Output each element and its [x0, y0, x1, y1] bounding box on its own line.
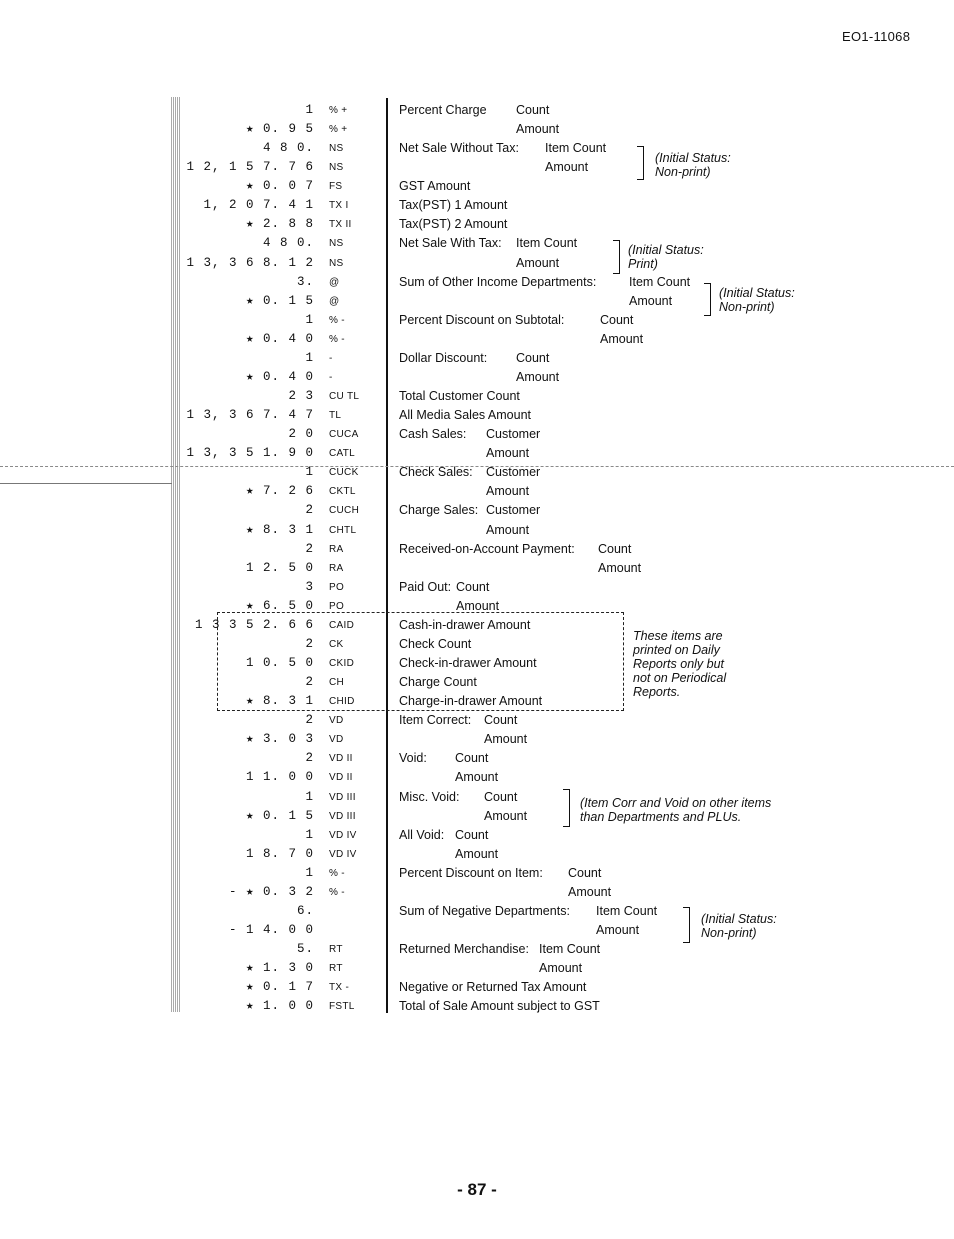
report-value: 1 2, 1 5 7. 7 6: [186, 160, 314, 175]
report-value: 1 3, 3 6 8. 1 2: [186, 255, 314, 270]
report-row: [0, 349, 954, 368]
report-row: [0, 482, 954, 501]
report-symbol: CUCA: [329, 429, 359, 441]
report-row: [0, 273, 954, 292]
report-description: Check Sales:: [399, 465, 473, 480]
report-description: Misc. Void:: [399, 789, 460, 804]
report-value: 4 8 0.: [262, 236, 314, 251]
report-subitem: Amount: [545, 160, 589, 175]
report-row: [0, 292, 954, 311]
report-subitem: Count: [516, 103, 550, 117]
report-symbol: % -: [329, 333, 345, 345]
report-symbol: CUCK: [329, 467, 359, 479]
report-value: ★ 8. 3 1: [245, 522, 314, 537]
report-value: 1: [305, 465, 314, 480]
report-value: ★ 6. 5 0: [245, 598, 314, 613]
report-row: [0, 521, 954, 540]
report-symbol: CH: [329, 677, 345, 689]
report-description: Returned Merchandise:: [399, 942, 529, 957]
report-value: 2: [305, 636, 314, 651]
report-symbol: CU TL: [329, 391, 360, 403]
report-symbol: % +: [329, 124, 348, 136]
report-symbol: NS: [329, 238, 344, 250]
report-symbol: TX I: [329, 200, 349, 212]
report-value: 2 0: [288, 427, 314, 442]
report-symbol: NS: [329, 162, 344, 174]
report-symbol: CK: [329, 638, 344, 650]
report-symbol: CAID: [329, 619, 355, 631]
report-description: Charge-in-drawer Amount: [399, 694, 543, 709]
report-symbol: -: [329, 371, 333, 383]
report-symbol: VD: [329, 715, 344, 727]
report-value: 1: [305, 865, 314, 880]
report-subitem: Amount: [455, 770, 499, 785]
report-value: ★ 8. 3 1: [245, 694, 314, 709]
report-description: Tax(PST) 1 Amount: [399, 198, 508, 213]
report-value: 1 1. 0 0: [245, 770, 314, 785]
report-symbol: RT: [329, 944, 343, 956]
report-value: 6.: [296, 903, 314, 918]
report-subitem: Count: [600, 312, 634, 327]
report-value: ★ 0. 0 7: [245, 179, 314, 194]
report-symbol: RA: [329, 562, 344, 574]
report-row: [0, 559, 954, 578]
report-row: [0, 788, 954, 807]
report-description: Received-on-Account Payment:: [399, 541, 575, 556]
report-row: [0, 444, 954, 463]
report-description: Negative or Returned Tax Amount: [399, 980, 587, 995]
report-description: Cash Sales:: [399, 427, 467, 442]
report-value: ★ 7. 2 6: [245, 484, 314, 499]
report-symbol: % -: [329, 867, 345, 879]
report-value: 4 8 0.: [262, 141, 314, 156]
report-subitem: Customer: [486, 503, 541, 518]
report-value: 1: [305, 103, 314, 117]
report-description: Percent Charge: [399, 103, 487, 117]
report-value: ★ 0. 4 0: [245, 369, 314, 384]
report-value: ★ 3. 0 3: [245, 732, 314, 747]
document-id: EO1-11068: [842, 29, 911, 44]
report-description: Check-in-drawer Amount: [399, 656, 537, 671]
report-subitem: Count: [598, 541, 632, 556]
report-value: ★ 0. 1 7: [245, 980, 314, 995]
report-value: 2: [305, 713, 314, 728]
report-row: [0, 234, 954, 253]
bracket: [683, 907, 690, 943]
report-symbol: VD: [329, 734, 344, 746]
report-symbol: FSTL: [329, 1001, 355, 1013]
report-value: ★ 1. 3 0: [245, 961, 314, 976]
report-value: 1: [305, 827, 314, 842]
report-subitem: Item Count: [539, 942, 601, 957]
report-subitem: Count: [516, 350, 550, 365]
report-symbol: PO: [329, 600, 345, 612]
report-subitem: Amount: [486, 522, 530, 537]
report-subitem: Customer: [486, 465, 541, 480]
report-symbol: NS: [329, 143, 344, 155]
note-initial-status: (Initial Status: Non-print): [719, 286, 795, 314]
report-symbol: @: [329, 276, 340, 288]
report-row: [0, 139, 954, 158]
report-row: [0, 120, 954, 139]
report-value: 3: [305, 579, 314, 594]
report-description: Net Sale With Tax:: [399, 236, 502, 251]
report-symbol: @: [329, 295, 340, 307]
report-row: [0, 196, 954, 215]
report-subitem: Amount: [516, 369, 560, 384]
report-row: [0, 711, 954, 730]
report-row: [0, 463, 954, 482]
report-subitem: Amount: [484, 732, 528, 747]
report-description: GST Amount: [399, 179, 471, 194]
report-symbol: CATL: [329, 448, 356, 460]
report-row: [0, 807, 954, 826]
report-symbol: % +: [329, 105, 348, 116]
report-description: Check Count: [399, 636, 472, 651]
report-row: [0, 959, 954, 978]
report-row: [0, 177, 954, 196]
note-daily-only: These items are printed on Daily Reports only but not on Periodical Reports.: [633, 629, 727, 699]
report-subitem: Amount: [600, 331, 644, 346]
report-row: [0, 730, 954, 749]
report-description: All Media Sales Amount: [399, 408, 532, 423]
report-value: ★ 2. 8 8: [245, 217, 314, 232]
report-description: Dollar Discount:: [399, 350, 488, 365]
report-row: [0, 101, 954, 120]
report-subitem: Amount: [486, 446, 530, 461]
report-subitem: Amount: [629, 293, 673, 308]
report-row: [0, 768, 954, 787]
report-value: 1 3 3 5 2. 6 6: [194, 617, 314, 632]
report-subitem: Count: [455, 827, 489, 842]
report-symbol: VD II: [329, 772, 353, 784]
report-description: Total of Sale Amount subject to GST: [399, 999, 600, 1014]
bracket: [613, 240, 620, 274]
report-description: Sum of Other Income Departments:: [399, 274, 597, 289]
report-value: 1, 2 0 7. 4 1: [203, 198, 314, 213]
report-row: [0, 940, 954, 959]
report-description: Percent Discount on Subtotal:: [399, 312, 565, 327]
report-description: All Void:: [399, 827, 445, 842]
report-description: Cash-in-drawer Amount: [399, 617, 531, 632]
report-symbol: VD IV: [329, 848, 357, 860]
report-symbol: RT: [329, 963, 343, 975]
report-subitem: Amount: [539, 961, 583, 976]
report-row: [0, 311, 954, 330]
report-symbol: RA: [329, 543, 344, 555]
report-symbol: NS: [329, 257, 344, 269]
report-row: [0, 845, 954, 864]
report-row: [0, 978, 954, 997]
report-value: 1 8. 7 0: [245, 846, 314, 861]
report-subitem: Count: [484, 713, 518, 728]
report-value: 1 3, 3 5 1. 9 0: [186, 446, 314, 461]
report-symbol: TX II: [329, 219, 352, 231]
note-item-corr-void: (Item Corr and Void on other items than Departments and PLUs.: [580, 796, 772, 824]
report-subitem: Amount: [598, 560, 642, 575]
report-row: [0, 578, 954, 597]
report-subitem: Amount: [455, 846, 499, 861]
report-subitem: Count: [455, 751, 489, 766]
note-initial-status: (Initial Status: Non-print): [655, 151, 731, 179]
report-value: 2: [305, 503, 314, 518]
report-symbol: CKID: [329, 658, 355, 670]
bracket: [563, 789, 570, 827]
report-subitem: Count: [568, 865, 602, 880]
report-value: ★ 1. 0 0: [245, 999, 314, 1014]
report-description: Sum of Negative Departments:: [399, 903, 570, 918]
report-symbol: % -: [329, 314, 345, 326]
report-subitem: Count: [456, 579, 490, 594]
report-subitem: Item Count: [545, 141, 607, 156]
report-subitem: Amount: [486, 484, 530, 499]
report-value: ★ 0. 1 5: [245, 293, 314, 308]
report-symbol: TL: [329, 410, 342, 422]
report-subitem: Amount: [516, 255, 560, 270]
report-symbol: VD IV: [329, 829, 357, 841]
report-subitem: Item Count: [516, 236, 578, 251]
report-symbol: -: [329, 352, 333, 364]
report-subitem: Amount: [484, 808, 528, 823]
report-symbol: PO: [329, 581, 345, 593]
report-row: [0, 501, 954, 520]
report-description: Item Correct:: [399, 713, 472, 728]
report-row: [0, 406, 954, 425]
report-value: - ★ 0. 3 2: [228, 884, 314, 899]
report-row: [0, 254, 954, 273]
report-description: Net Sale Without Tax:: [399, 141, 519, 156]
report-subitem: Amount: [456, 598, 500, 613]
report-value: 1 2. 5 0: [245, 560, 314, 575]
report-symbol: VD III: [329, 810, 356, 822]
report-value: 3.: [296, 274, 314, 289]
report-description: Percent Discount on Item:: [399, 865, 543, 880]
report-value: 1: [305, 312, 314, 327]
report-symbol: CKTL: [329, 486, 356, 498]
report-row: [0, 540, 954, 559]
report-symbol: VD III: [329, 791, 356, 803]
report-row: [0, 864, 954, 883]
report-symbol: FS: [329, 181, 343, 193]
report-value: ★ 0. 4 0: [245, 331, 314, 346]
bracket: [637, 146, 644, 180]
report-description: Paid Out:: [399, 579, 452, 594]
report-row: [0, 902, 954, 921]
report-value: 2: [305, 751, 314, 766]
report-value: 1: [305, 350, 314, 365]
report-row: [0, 330, 954, 349]
report-row: [0, 215, 954, 234]
report-description: Void:: [399, 751, 427, 766]
report-row: [0, 921, 954, 940]
report-value: ★ 0. 9 5: [245, 122, 314, 137]
report-row: [0, 749, 954, 768]
report-value: ★ 0. 1 5: [245, 808, 314, 823]
report-value: - 1 4. 0 0: [228, 923, 314, 937]
report-symbol: CHID: [329, 696, 355, 708]
report-symbol: CHTL: [329, 524, 357, 536]
report-row: [0, 425, 954, 444]
report-symbol: TX -: [329, 982, 350, 994]
report-description: Tax(PST) 2 Amount: [399, 217, 508, 232]
report-row: [0, 826, 954, 845]
report-value: 2 3: [288, 389, 314, 404]
bracket: [704, 283, 711, 316]
report-subitem: Amount: [516, 122, 560, 137]
report-symbol: CUCH: [329, 505, 360, 517]
report-subitem: Customer: [486, 427, 541, 442]
report-value: 5.: [296, 942, 314, 957]
note-initial-status: (Initial Status: Non-print): [701, 912, 777, 940]
report-row: [0, 387, 954, 406]
report-subitem: Count: [484, 789, 518, 804]
report-symbol: % -: [329, 886, 345, 898]
report-value: 2: [305, 675, 314, 690]
report-row: [0, 883, 954, 902]
report-value: 1 3, 3 6 7. 4 7: [186, 408, 314, 423]
daily-only-dashed-box: [217, 612, 624, 711]
report-description: Charge Count: [399, 675, 477, 690]
report-row: [0, 997, 954, 1016]
report-value: 1: [305, 789, 314, 804]
note-initial-status: (Initial Status: Print): [628, 243, 704, 271]
report-subitem: Amount: [568, 884, 612, 899]
page-number: - 87 -: [457, 1180, 497, 1199]
report-subitem: Item Count: [629, 274, 691, 289]
report-value: 1 0. 5 0: [245, 656, 314, 671]
report-subitem: Amount: [596, 923, 640, 937]
report-subitem: Item Count: [596, 903, 658, 918]
report-value: 2: [305, 541, 314, 556]
report-symbol: VD II: [329, 753, 353, 765]
report-description: Total Customer Count: [399, 389, 520, 404]
report-row: [0, 368, 954, 387]
report-description: Charge Sales:: [399, 503, 479, 518]
report-row: [0, 158, 954, 177]
